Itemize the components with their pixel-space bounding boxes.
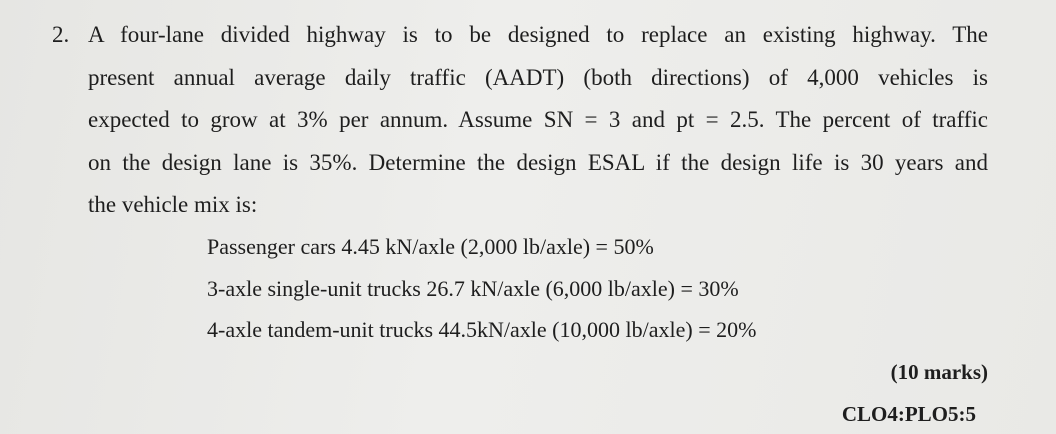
vehicle-mix-item-passenger-cars: Passenger cars 4.45 kN/axle (2,000 lb/axle) = 50% bbox=[207, 234, 654, 259]
marks-label: (10 marks) bbox=[890, 360, 988, 384]
vehicle-mix-item-3-axle-trucks: 3-axle single-unit trucks 26.7 kN/axle (6,000 lb/axle) = 30% bbox=[207, 275, 739, 301]
vehicle-mix-list bbox=[207, 226, 756, 351]
question-line-3: expected to grow at 3% per annum. Assume SN = 3 and pt = 2.5. The percent of traffic bbox=[88, 107, 988, 132]
question-line-1: A four-lane divided highway is to be designed to replace an existing highway. The bbox=[88, 22, 988, 47]
question-number: 2. bbox=[52, 22, 70, 47]
clo-plo-label: CLO4:PLO5:5 bbox=[841, 402, 976, 426]
question-line-2: present annual average daily traffic (AADT) (both directions) of 4,000 vehicles is bbox=[88, 64, 988, 90]
vehicle-mix-item-4-axle-trucks: 4-axle tandem-unit trucks 44.5kN/axle (10,000 lb/axle) = 20% bbox=[207, 317, 757, 342]
question-text bbox=[88, 14, 988, 227]
question-line-4: on the design lane is 35%. Determine the design ESAL if the design life is 30 years and bbox=[88, 149, 988, 175]
question-line-5: the vehicle mix is: bbox=[88, 192, 258, 217]
